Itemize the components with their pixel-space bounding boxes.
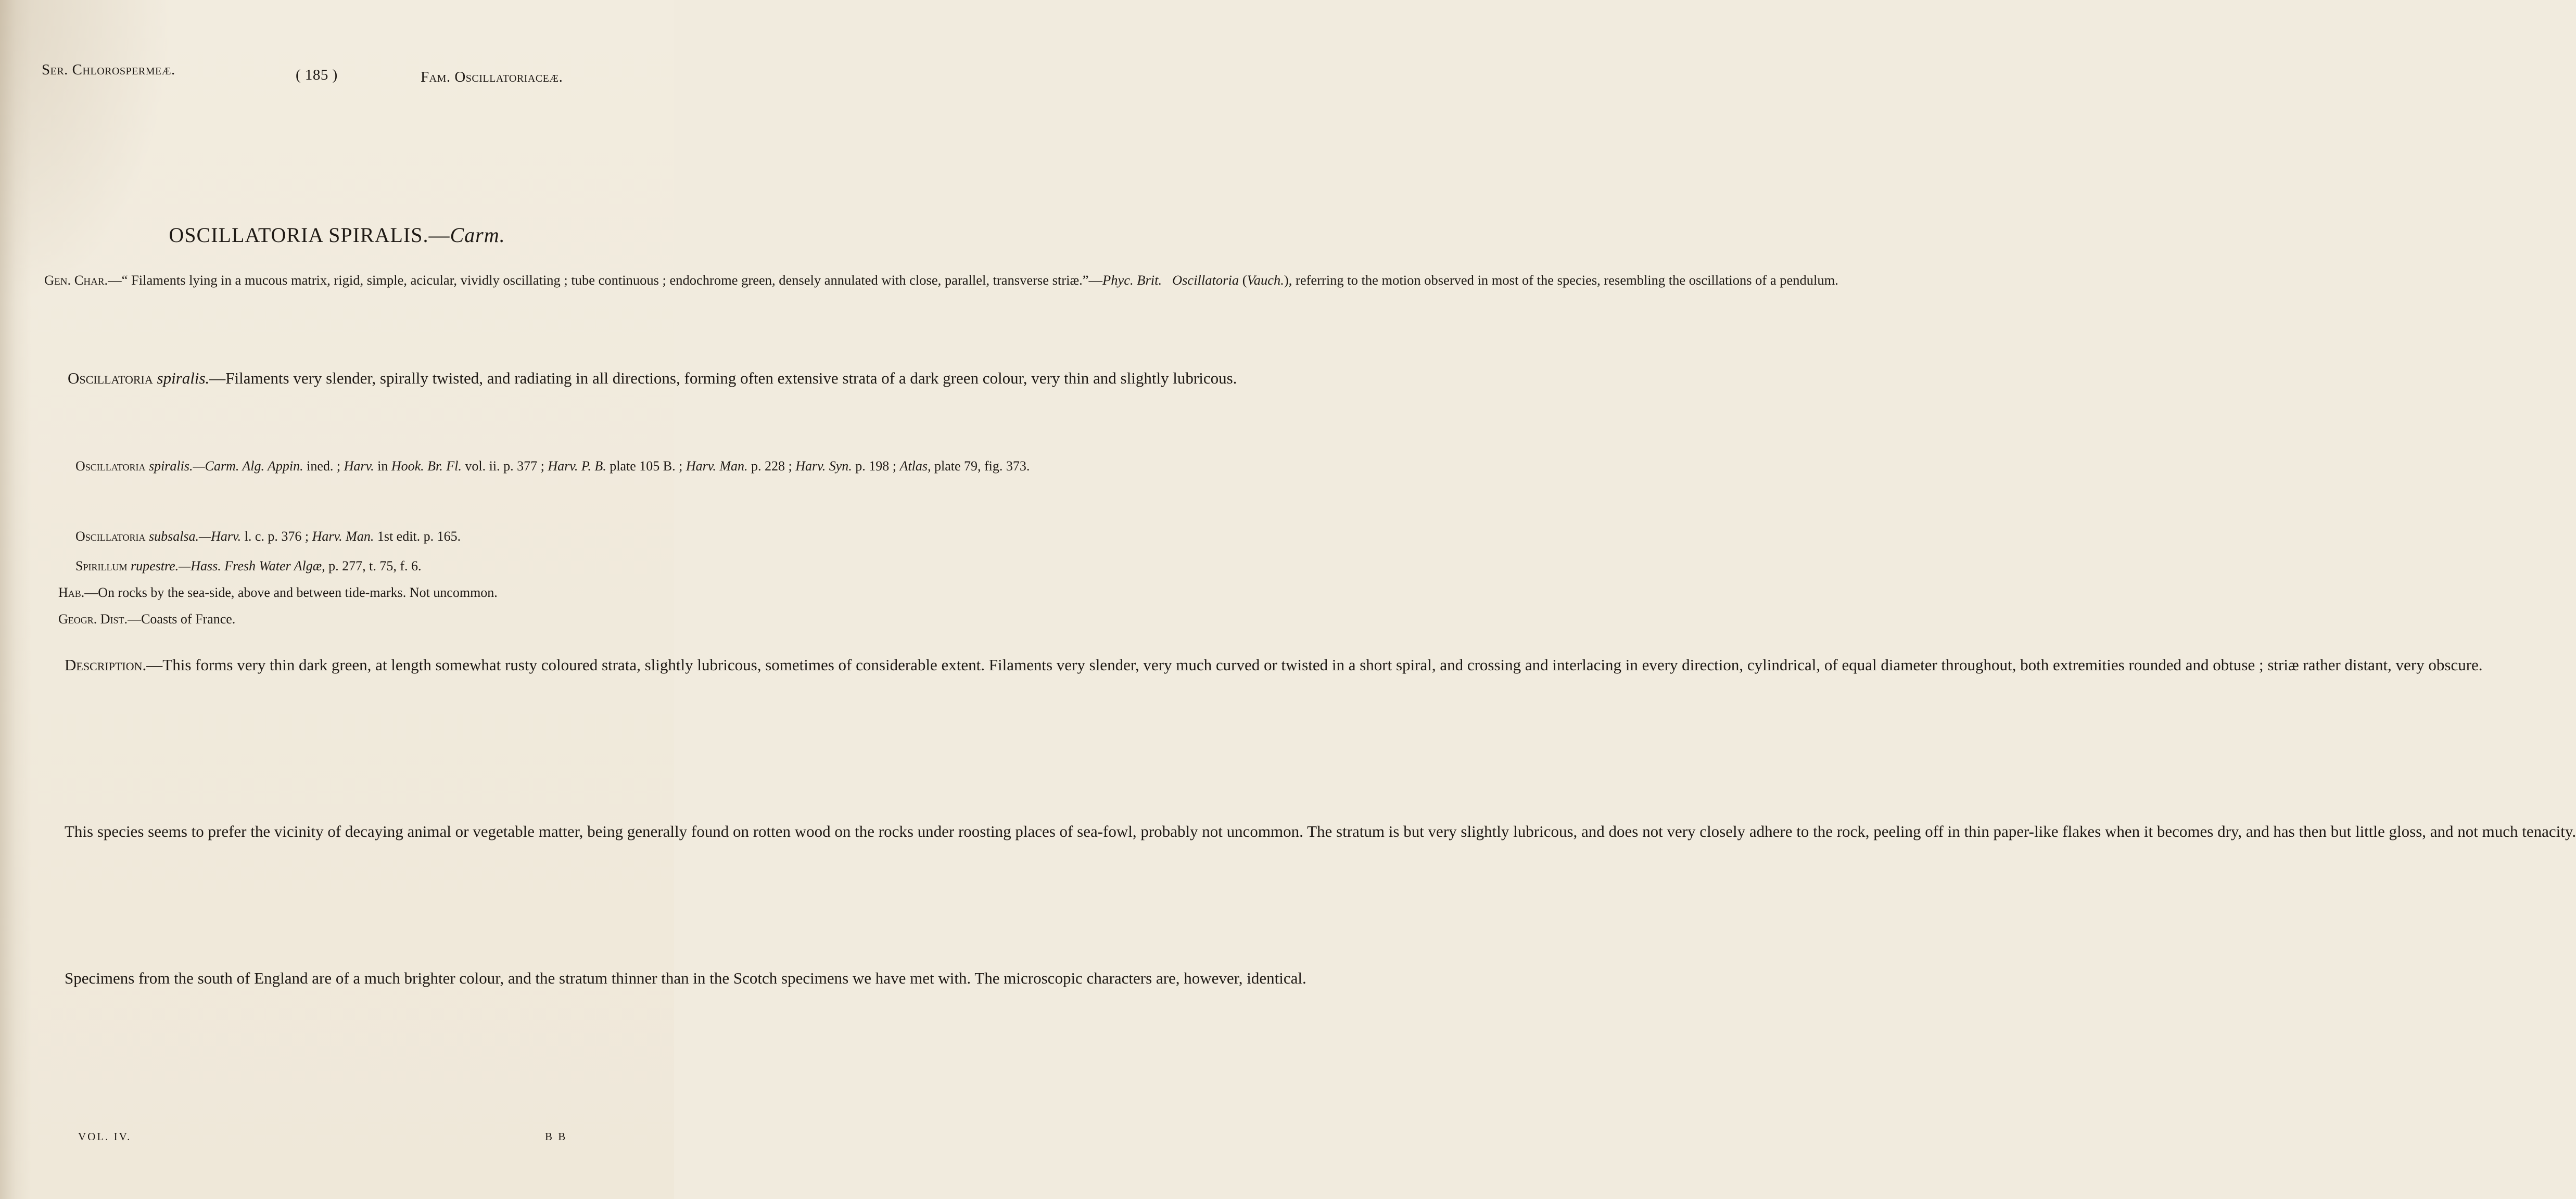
genus-label: Gen. Char.— (44, 272, 122, 288)
citation-segment: rupestre.—Hass. Fresh Water Algæ, (130, 558, 325, 573)
citation-segment: in (374, 458, 391, 474)
header-family: Fam. Oscillatoriaceæ. (421, 69, 563, 85)
geography-label: Geogr. Dist. (58, 611, 128, 627)
citation-segment: Hook. Br. Fl. (391, 458, 462, 474)
citation-segment: spiralis.—Carm. Alg. Appin. (148, 458, 303, 474)
synonym-3 (75, 556, 627, 576)
footer-volume: VOL. IV. (78, 1130, 132, 1143)
page-title (0, 223, 674, 247)
description-paragraph (46, 653, 2483, 677)
footer-signature: B B (545, 1130, 567, 1143)
synonym-genus: Oscillatoria (75, 529, 146, 544)
paragraph-text: Specimens from the south of England are of a much brighter colour, and the stratum thinner than in the Scotch specimens we have met with. The microscopic characters are, however, identical. (65, 969, 1306, 987)
habitat-text: —On rocks by the sea-side, above and between tide-marks. Not uncommon. (84, 585, 498, 600)
habitat-label: Hab. (58, 585, 85, 600)
species-epithet: spiralis. (157, 369, 210, 387)
genus-text: “ Filaments lying in a mucous matrix, rigid, simple, acicular, vividly oscillating ; tube continuous ; endochrome green, densely annulated with close, parallel, transverse striæ.”— (121, 272, 1103, 288)
citation-segment: 1st edit. p. 165. (374, 529, 461, 544)
paragraph-text: This species seems to prefer the vicinity of decaying animal or vegetable matter, being generally found on rotten wood on the rocks under roosting places of sea-fowl, probably not uncommon. The stratum is but very slightly lubricous, and does not very closely adhere to the rock, peeling off in thin paper-like flakes when it becomes dry, and has then but little gloss, and not much tenacity. (65, 822, 2576, 840)
species-text: —Filaments very slender, spirally twisted, and radiating in all directions, forming often extensive strata of a dark green colour, very thin and slightly lubricous. (209, 369, 1237, 387)
citation-segment: l. c. p. 376 ; (241, 529, 312, 544)
citation-segment: Atlas, (899, 458, 931, 474)
synonym-2 (75, 527, 627, 546)
description-text: —This forms very thin dark green, at length somewhat rusty coloured strata, slightly lubricous, sometimes of considerable extent. Filaments very slender, very much curved or twisted in a short spiral, and crossing and interlacing in every direction, cylindrical, of equal diameter throughout, both extremities rounded and obtuse ; striæ rather distant, very obscure. (146, 656, 2483, 674)
synonym-1 (75, 456, 1030, 476)
citation-segment: plate 79, fig. 373. (931, 458, 1030, 474)
header-series: Ser. Chlorospermeæ. (42, 61, 175, 78)
geography-text: —Coasts of France. (128, 611, 236, 627)
citation-segment: Harv. Man. (312, 529, 374, 544)
description-label: Description. (65, 656, 147, 674)
title-name: OSCILLATORIA SPIRALIS.— (169, 223, 450, 247)
citation-segment: p. 198 ; (852, 458, 900, 474)
citation-segment: vol. ii. p. 377 ; (461, 458, 548, 474)
citation-segment: p. 228 ; (747, 458, 796, 474)
citation-segment: subsalsa.—Harv. (148, 529, 242, 544)
species-diagnosis (46, 367, 1237, 390)
genus-text-end: ), referring to the motion observed in most of the species, resembling the oscillations of a pendulum. (1284, 272, 1838, 288)
genus-paren-author: Vauch. (1247, 272, 1284, 288)
citation-segment: Harv. Syn. (795, 458, 852, 474)
citation-segment: Harv. Man. (686, 458, 748, 474)
synonym-genus: Oscillatoria (75, 458, 146, 474)
citation-segment: plate 105 B. ; (606, 458, 686, 474)
geography-line (58, 611, 235, 627)
citation-segment: p. 277, t. 75, f. 6. (325, 558, 422, 573)
body-paragraph-1 (46, 820, 2576, 843)
genus-source: Phyc. Brit. (1102, 272, 1162, 288)
habitat-line (58, 585, 498, 601)
header-page-number: ( 185 ) (296, 67, 338, 83)
genus-name: Oscillatoria (1172, 272, 1239, 288)
species-genus: Oscillatoria (68, 369, 153, 387)
body-paragraph-2 (46, 966, 1306, 990)
genus-character: Gen. Char.—“ Filaments lying in a mucous matrix, rigid, simple, acicular, vividly oscillating ; tube continuous ; endochrome green, densely annulated with close, parallel, transverse striæ.”—Phyc. Brit. Oscillatoria (Vauch.), referring to the motion observed in most of the species, resembling the oscillations of a pendulum. (44, 272, 1838, 288)
synonym-genus: Spirillum (75, 558, 128, 573)
citation-segment: ined. ; (303, 458, 344, 474)
title-author: Carm. (450, 223, 505, 247)
citation-segment: Harv. P. B. (548, 458, 606, 474)
citation-segment: Harv. (344, 458, 374, 474)
